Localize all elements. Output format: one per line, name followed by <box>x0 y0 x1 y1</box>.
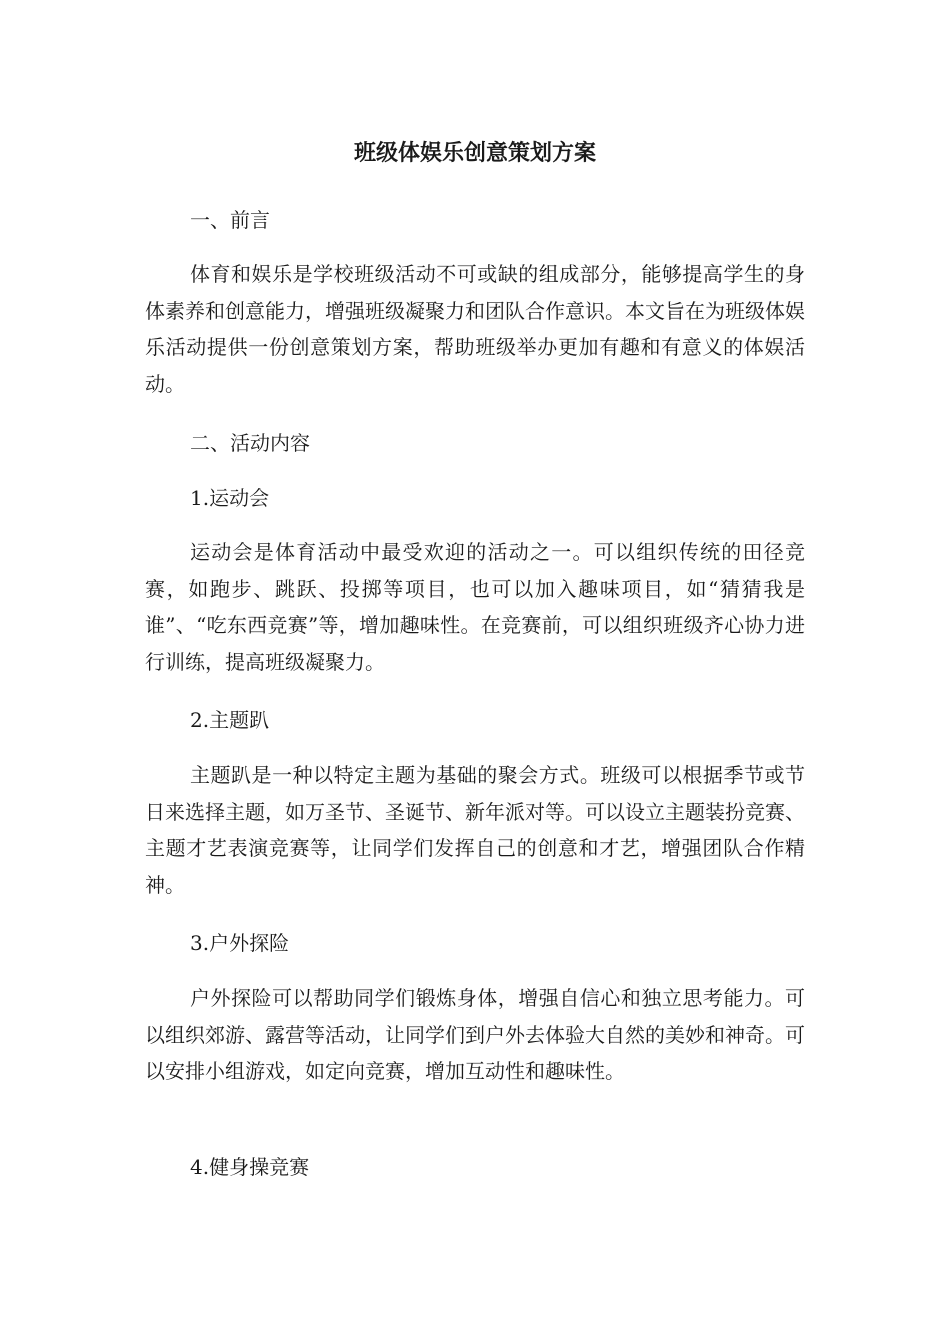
paragraph-theme-party: 主题趴是一种以特定主题为基础的聚会方式。班级可以根据季节或节日来选择主题，如万圣节、圣诞节、新年派对等。可以设立主题装扮竞赛、主题才艺表演竞赛等，让同学们发挥自己的创意和才艺，增强团队合作精神。 <box>145 763 805 897</box>
document-title: 班级体娱乐创意策划方案 <box>353 141 596 166</box>
subheading-theme-party: 2.主题趴 <box>190 708 270 732</box>
subheading-fitness-contest: 4.健身操竞赛 <box>190 1155 310 1179</box>
subheading-sports-meet: 1.运动会 <box>190 486 270 510</box>
subheading-outdoor-adventure: 3.户外探险 <box>190 931 290 955</box>
paragraph-preface: 体育和娱乐是学校班级活动不可或缺的组成部分，能够提高学生的身体素养和创意能力，增强班级凝聚力和团队合作意识。本文旨在为班级体娱乐活动提供一份创意策划方案，帮助班级举办更加有趣和有意义的体娱活动。 <box>145 262 805 396</box>
section-heading-preface: 一、前言 <box>190 208 270 232</box>
paragraph-outdoor-adventure: 户外探险可以帮助同学们锻炼身体，增强自信心和独立思考能力。可以组织郊游、露营等活动，让同学们到户外去体验大自然的美妙和神奇。可以安排小组游戏，如定向竞赛，增加互动性和趣味性。 <box>145 986 805 1083</box>
section-heading-activities: 二、活动内容 <box>190 431 310 455</box>
paragraph-sports-meet: 运动会是体育活动中最受欢迎的活动之一。可以组织传统的田径竞赛，如跑步、跳跃、投掷等项目，也可以加入趣味项目，如“猜猜我是谁”、“吃东西竞赛”等，增加趣味性。在竞赛前，可以组织班级齐心协力进行训练，提高班级凝聚力。 <box>145 540 805 674</box>
